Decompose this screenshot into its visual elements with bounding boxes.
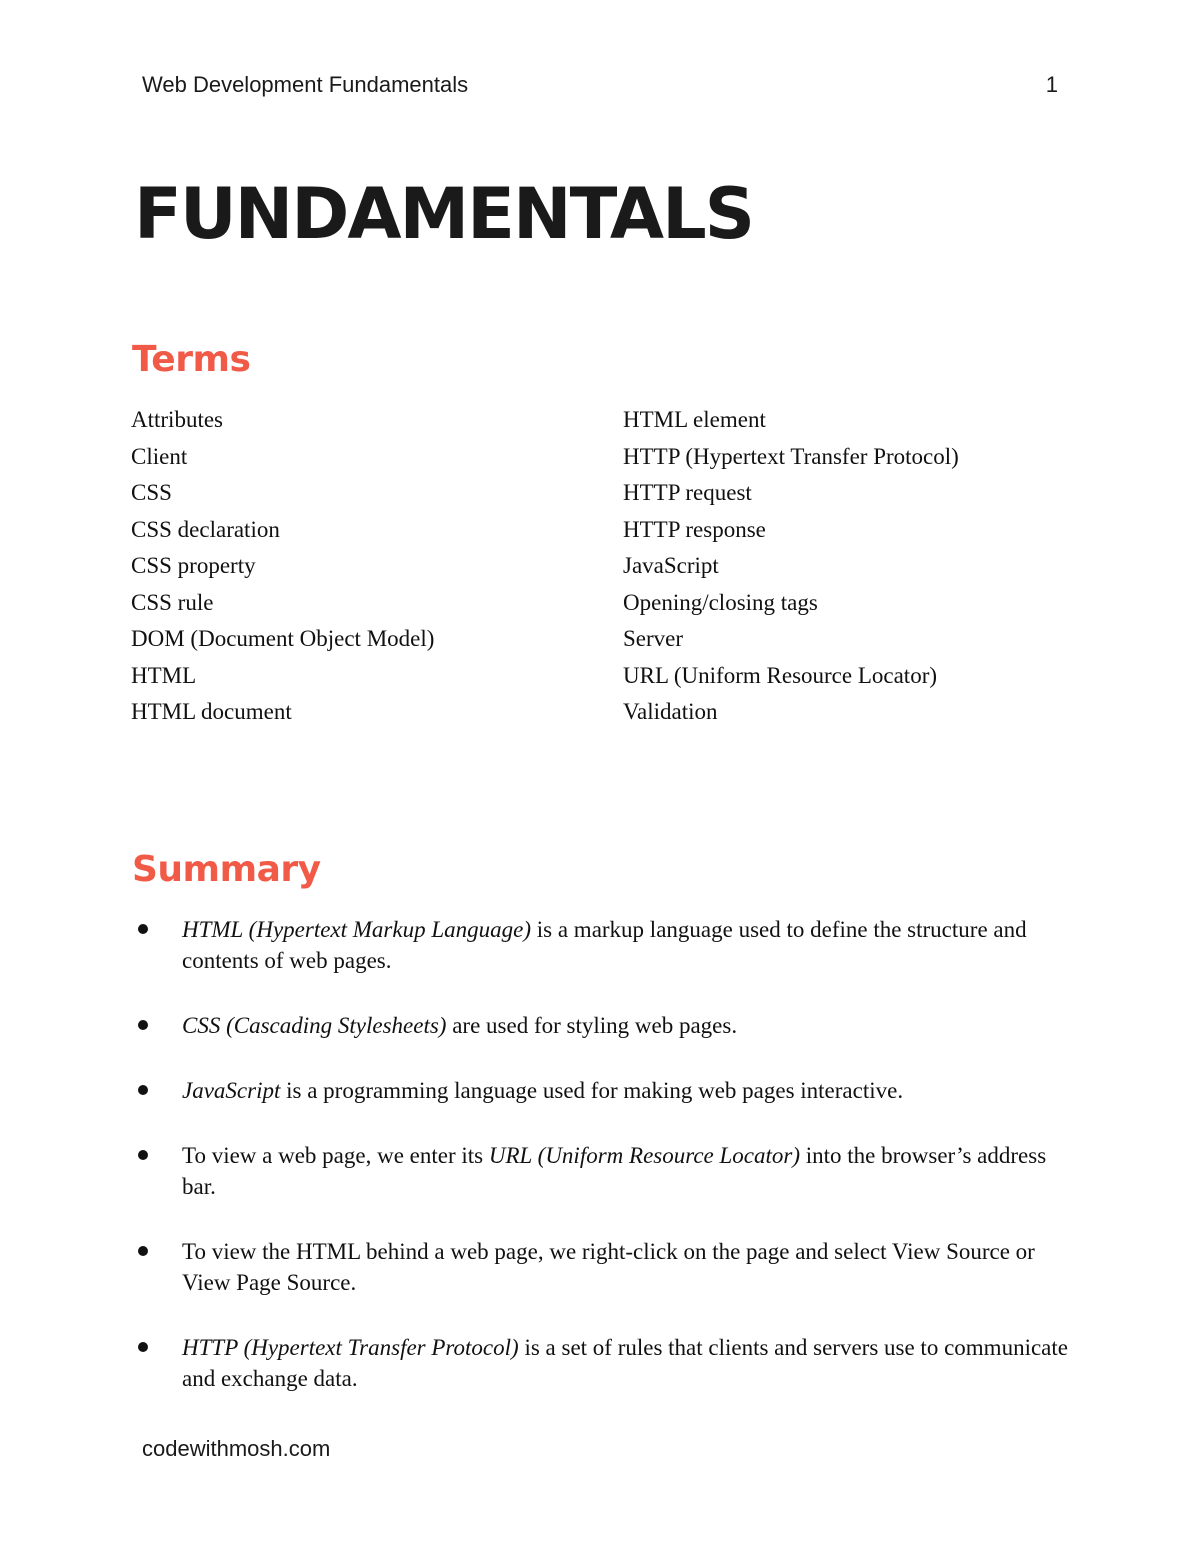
summary-term: HTML (Hypertext Markup Language) [182, 917, 531, 942]
bullet-icon [138, 1085, 148, 1095]
term-item: HTML document [131, 699, 292, 724]
summary-term: HTTP (Hypertext Transfer Protocol) [182, 1335, 519, 1360]
term-item: CSS rule [131, 589, 214, 615]
summary-text-after: into the browser’s address bar. [182, 1143, 1047, 1199]
term-item: Client [131, 443, 188, 469]
term-item: Server [623, 626, 684, 651]
term-item: URL (Uniform Resource Locator) [623, 662, 938, 688]
summary-list [132, 914, 1077, 1428]
summary-item [132, 1010, 1077, 1041]
summary-text-after: are used for styling web pages. [446, 1013, 738, 1038]
term-item: Attributes [131, 407, 223, 432]
term-item: DOM (Document Object Model) [131, 626, 435, 651]
term-item: Opening/closing tags [623, 589, 818, 615]
page-header [142, 72, 1058, 102]
summary-item [132, 1075, 1077, 1106]
summary-text-before: To view a web page, we enter its [182, 1143, 489, 1168]
summary-text-after: is a markup language used to define the structure and contents of web pages. [182, 917, 1027, 973]
term-item: HTML [131, 662, 197, 688]
term-item: HTTP response [623, 516, 766, 542]
summary-term: JavaScript [182, 1078, 281, 1103]
terms-list-right [623, 404, 959, 733]
summary-item [132, 1140, 1077, 1202]
term-item: JavaScript [623, 553, 719, 578]
terms-heading: Terms [132, 339, 251, 380]
bullet-icon [138, 1246, 148, 1256]
term-item: CSS [131, 480, 172, 505]
summary-text-before: To view the HTML behind a web page, we right-click on the page and select View Source or View Page Source. [182, 1239, 1035, 1295]
bullet-icon [138, 924, 148, 934]
page-number: 1 [1045, 72, 1058, 97]
term-item: CSS property [131, 553, 256, 578]
summary-text-after: is a set of rules that clients and servers use to communicate and exchange data. [182, 1335, 1068, 1391]
page-title: FUNDAMENTALS [134, 173, 754, 255]
summary-item [132, 1236, 1077, 1298]
bullet-icon [138, 1342, 148, 1352]
summary-term: URL (Uniform Resource Locator) [488, 1143, 800, 1168]
summary-item [132, 914, 1077, 976]
bullet-icon [138, 1150, 148, 1160]
term-item: HTTP request [623, 480, 752, 505]
term-item: CSS declaration [131, 516, 280, 542]
footer-link[interactable]: codewithmosh.com [142, 1436, 331, 1461]
summary-item [132, 1332, 1077, 1394]
summary-term: CSS (Cascading Stylesheets) [182, 1013, 447, 1038]
header-title: Web Development Fundamentals [142, 72, 469, 97]
term-item: Validation [623, 699, 718, 724]
term-item: HTML element [623, 407, 766, 432]
summary-heading: Summary [132, 849, 321, 890]
summary-text-after: is a programming language used for making web pages interactive. [280, 1078, 904, 1103]
term-item: HTTP (Hypertext Transfer Protocol) [623, 443, 959, 469]
bullet-icon [138, 1020, 148, 1030]
terms-list-left [131, 404, 434, 733]
